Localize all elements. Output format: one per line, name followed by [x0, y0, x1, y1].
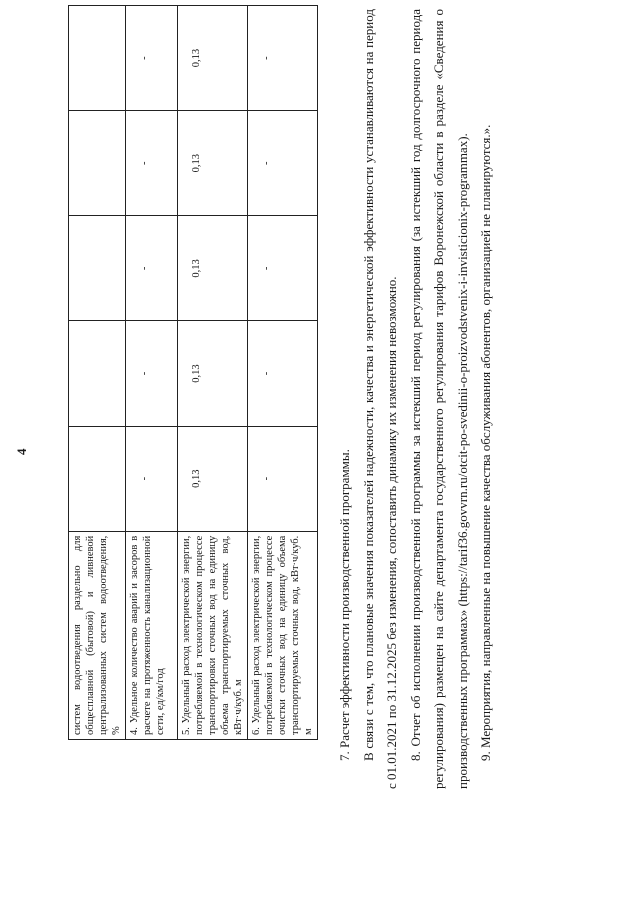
- cell-value: 0,13: [178, 426, 248, 531]
- row-label: систем водоотведения раздельно для общесплавной (бытовой) и ливневой централизованных систем водоотведения, %: [69, 531, 126, 739]
- table-row: [126, 6, 178, 740]
- document-body: [333, 9, 498, 789]
- cell-value: -: [248, 6, 318, 111]
- cell-value: -: [248, 321, 318, 426]
- row-label: 6. Удельный расход электрической энергии, потребляемой в технологическом процессе очистки сточных вод на единицу объема транспортируемых сточных вод, кВт·ч/куб. м: [248, 531, 318, 739]
- row-label: 5. Удельный расход электрической энергии, потребляемой в технологическом процессе транспортировки сточных вод на единицу объема транспортируемых сточных вод, кВт·ч/куб. м: [178, 531, 248, 739]
- cell-value: [69, 321, 126, 426]
- cell-value: [69, 111, 126, 216]
- row-label: 4. Удельное количество аварий и засоров в расчете на протяженность канализационной сети, ед/км/год: [126, 531, 178, 739]
- cell-value: -: [126, 216, 178, 321]
- cell-value: -: [126, 426, 178, 531]
- table-row: [178, 6, 248, 740]
- cell-value: -: [248, 111, 318, 216]
- cell-value: 0,13: [178, 6, 248, 111]
- section-8-paragraph: 8. Отчет об исполнении производственной программы за истекший период регулирования (за истекший год долгосрочного периода регулирования) размещен на сайте департамента государственного регулирования тарифов Воронежской области в разделе «Сведения о производственных программах» (https://tarif36.govvrn.ru/otcit-po-svedinii-o-proizvodstvenix-i-invisticionix-programmax).: [407, 9, 470, 789]
- cell-value: -: [126, 111, 178, 216]
- page-number: 4: [14, 448, 29, 455]
- table-row: [248, 6, 318, 740]
- cell-value: -: [248, 426, 318, 531]
- section-7-paragraph: В связи с тем, что плановые значения показателей надежности, качества и энергетической эффективности устанавливаются на период с 01.01.2021 по 31.12.2025 без изменения, сопоставить динамику их изменения невозможно.: [360, 9, 399, 789]
- cell-value: [69, 6, 126, 111]
- cell-value: 0,13: [178, 111, 248, 216]
- cell-value: -: [126, 6, 178, 111]
- section-7-heading: 7. Расчет эффективности производственной программы.: [337, 449, 352, 761]
- cell-value: 0,13: [178, 321, 248, 426]
- cell-value: [69, 426, 126, 531]
- cell-value: [69, 216, 126, 321]
- cell-value: -: [248, 216, 318, 321]
- table-row: [69, 6, 126, 740]
- section-9-paragraph: 9. Мероприятия, направленные на повышение качества обслуживания абонентов, организацией не планируются.».: [478, 124, 493, 761]
- cell-value: -: [126, 321, 178, 426]
- cell-value: 0,13: [178, 216, 248, 321]
- indicators-table: [68, 5, 318, 740]
